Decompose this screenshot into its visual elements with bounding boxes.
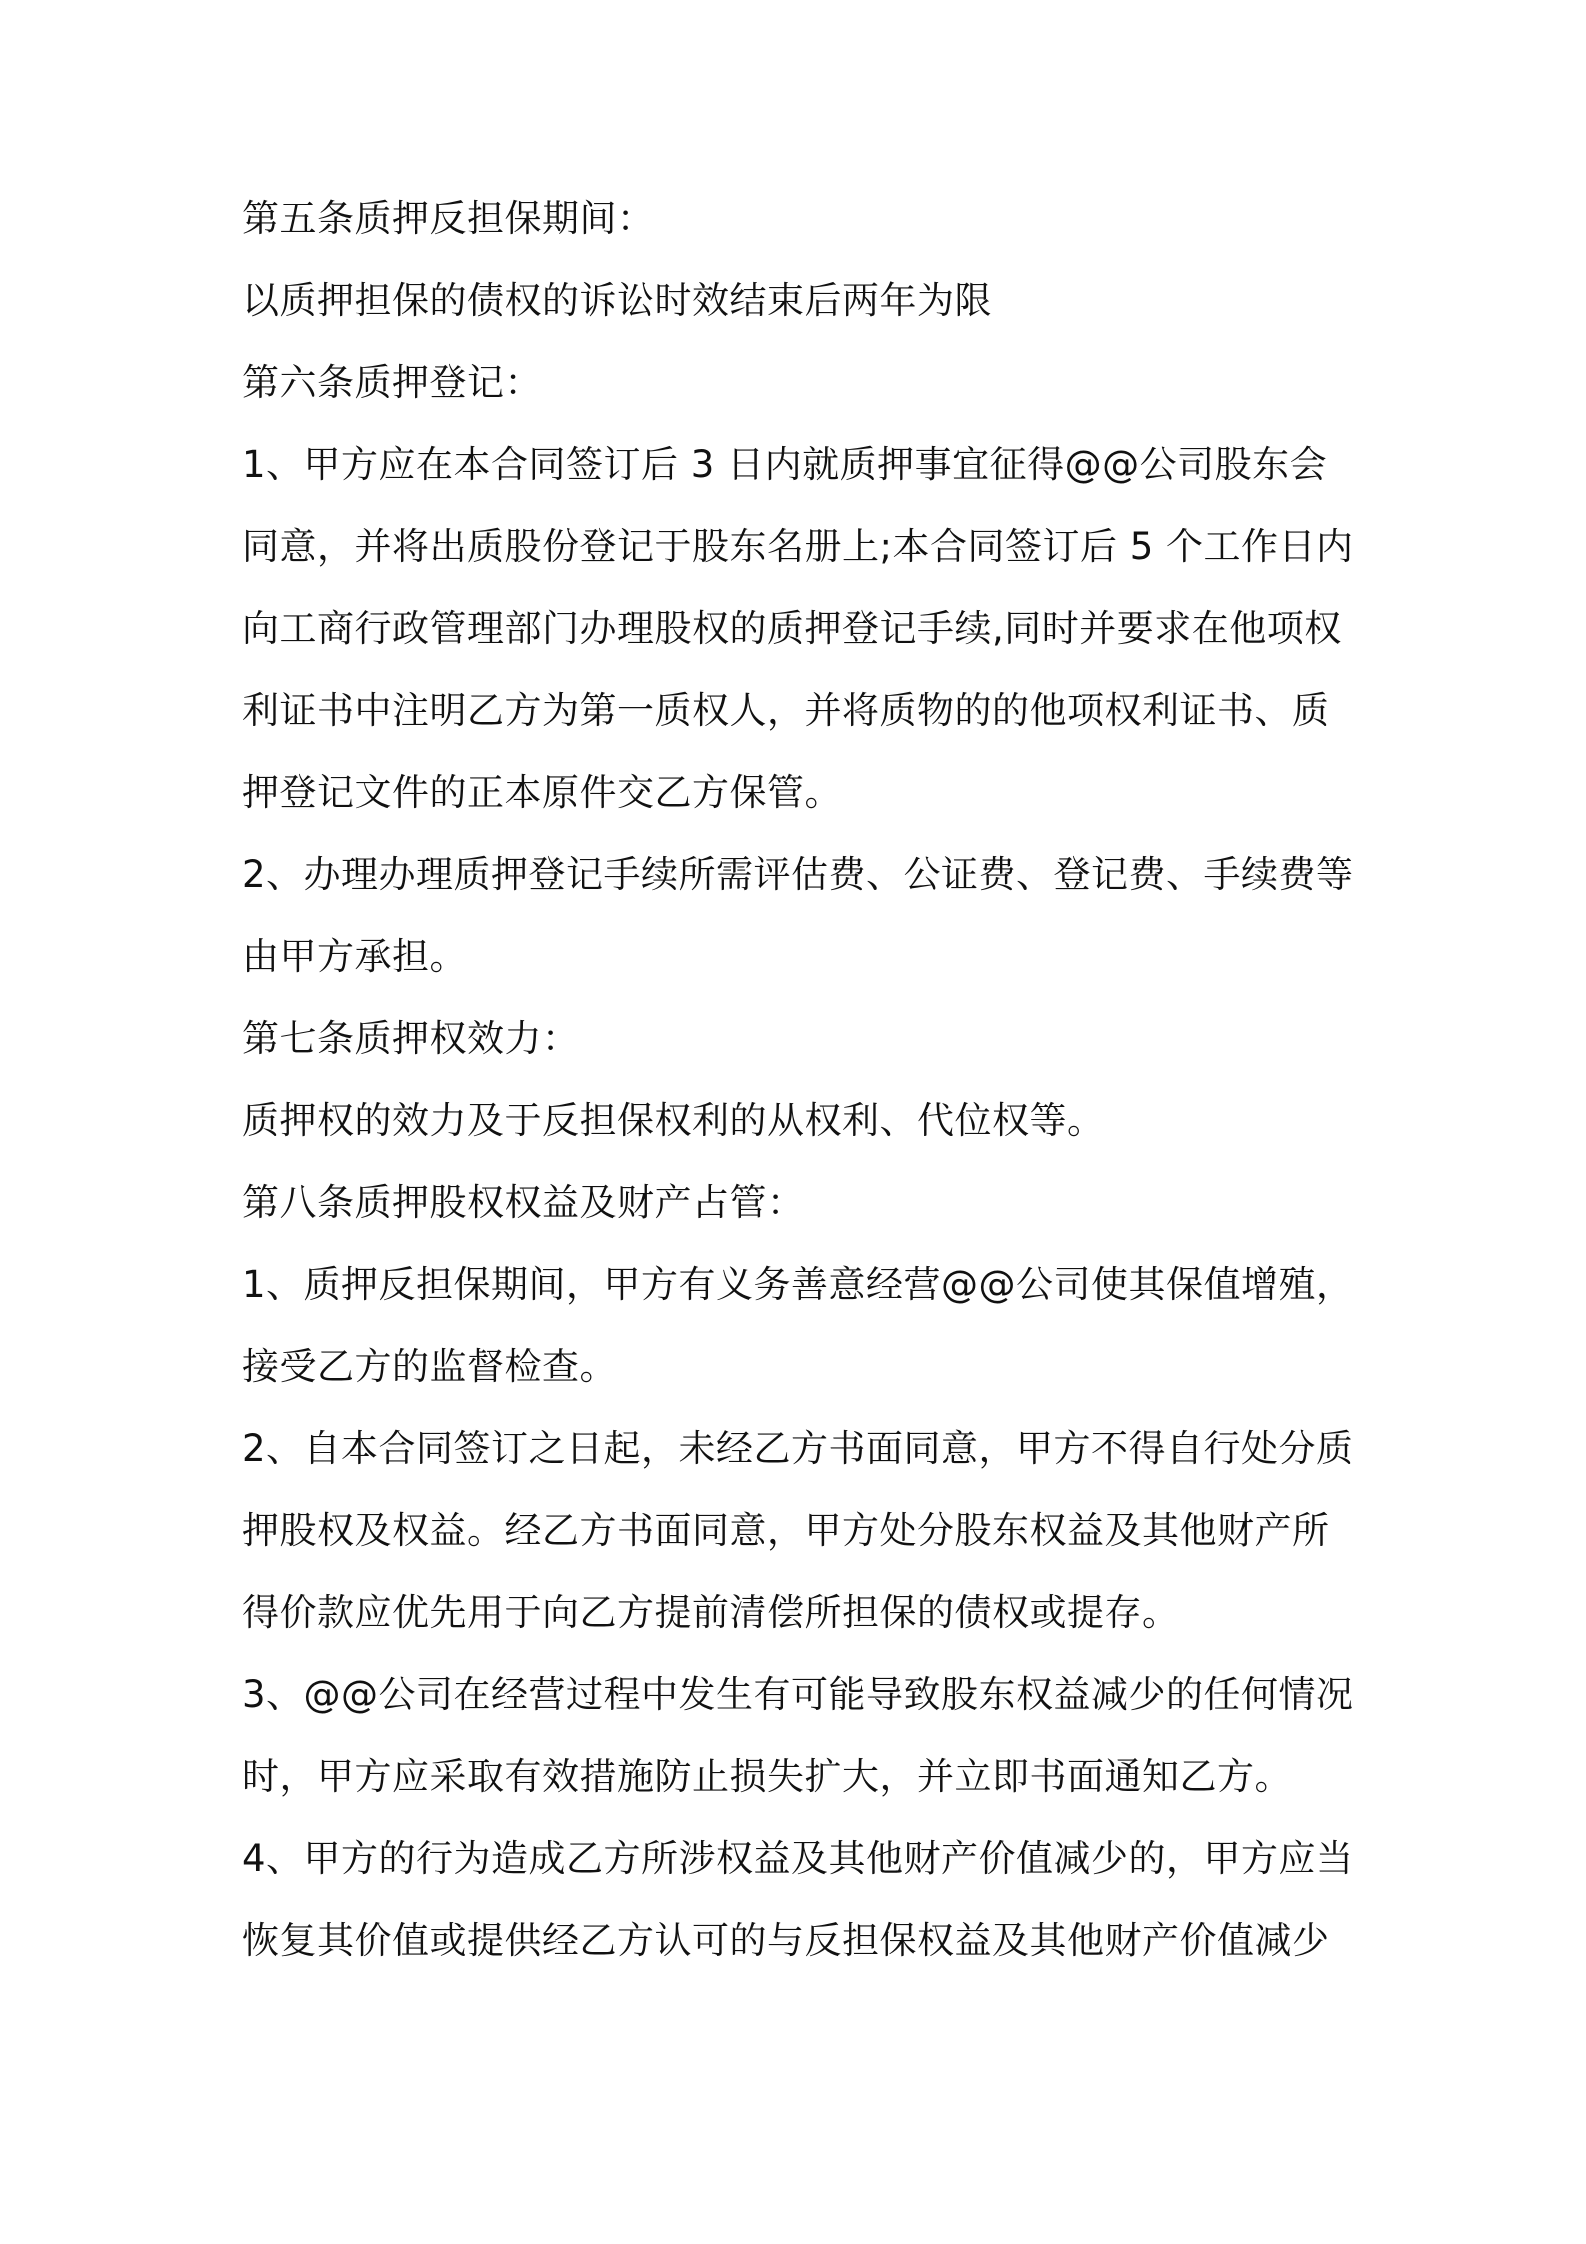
article-8-clause-4: 4、甲方的行为造成乙方所涉权益及其他财产价值减少的，甲方应当恢复其价值或提供经乙方认可的与反担保权益及其他财产价值减少 (242, 1837, 1354, 1962)
article-6-heading: 第六条质押登记： (242, 361, 542, 404)
article-6-clause-1: 1、甲方应在本合同签订后 3 日内就质押事宜征得@@公司股东会同意，并将出质股份登记于股东名册上;本合同签订后 5 个工作日内向工商行政管理部门办理股权的质押登记手续,同时并要求在他项权利证书中注明乙方为第一质权人，并将质物的的他项权利证书、质押登记文件的正本原件交乙方保管。 (242, 443, 1354, 814)
article-8-clause-3: 3、@@公司在经营过程中发生有可能导致股东权益减少的任何情况时，甲方应采取有效措施防止损失扩大，并立即书面通知乙方。 (242, 1673, 1354, 1798)
article-7-heading: 第七条质押权效力： (242, 1017, 580, 1060)
document-body (242, 178, 1362, 1982)
article-8-clause-1: 1、质押反担保期间，甲方有义务善意经营@@公司使其保值增殖，接受乙方的监督检查。 (242, 1263, 1354, 1388)
article-8-heading: 第八条质押股权权益及财产占管： (242, 1181, 805, 1224)
article-5-heading: 第五条质押反担保期间： (242, 197, 655, 240)
article-8-clause-2: 2、自本合同签订之日起，未经乙方书面同意，甲方不得自行处分质押股权及权益。经乙方书面同意，甲方处分股东权益及其他财产所得价款应优先用于向乙方提前清偿所担保的债权或提存。 (242, 1427, 1354, 1634)
article-6-clause-2: 2、办理办理质押登记手续所需评估费、公证费、登记费、手续费等由甲方承担。 (242, 853, 1354, 978)
article-5-text: 以质押担保的债权的诉讼时效结束后两年为限 (242, 279, 992, 322)
article-7-text: 质押权的效力及于反担保权利的从权利、代位权等。 (242, 1099, 1105, 1142)
